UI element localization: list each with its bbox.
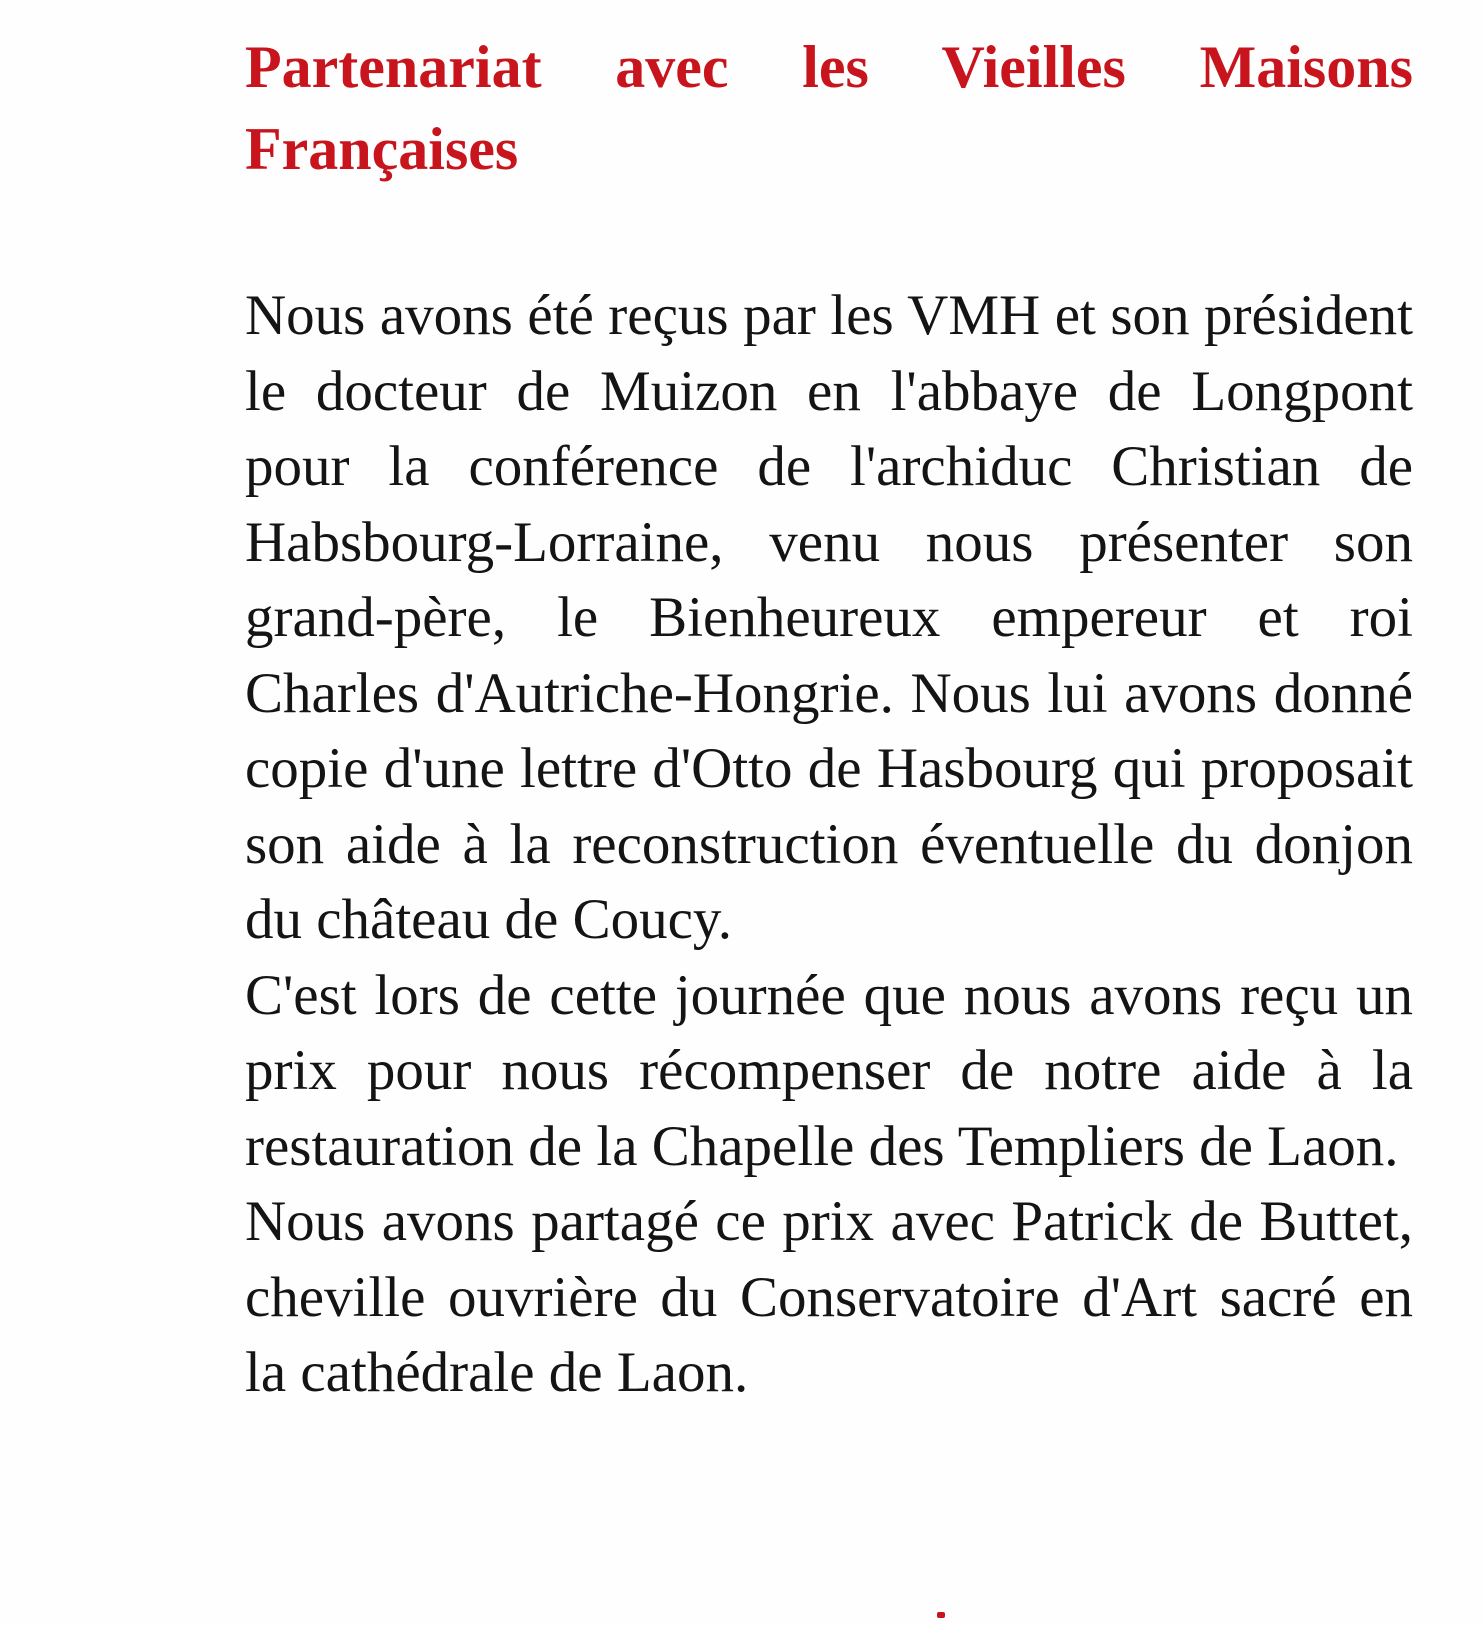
paragraph-conference: Nous avons été reçus par les VMH et son président le docteur de Muizon en l'abbaye de Longpont pour la conférence de l'archiduc Christian de Habsbourg-Lorraine, venu nous présenter son grand-père, le Bienheureux empereur et roi Charles d'Autriche-Hongrie. Nous lui avons donné copie d'une lettre d'Otto de Hasbourg qui proposait son aide à la reconstruction éventuelle du donjon du château de Coucy.	[245, 284, 1413, 951]
paragraph-shared-prize: Nous avons partagé ce prix avec Patrick de Buttet, cheville ouvrière du Conservatoire d'Art sacré en la cathédrale de Laon.	[245, 1190, 1413, 1404]
text-column	[245, 26, 1413, 1411]
document-title: Partenariat avec les Vieilles Maisons Françaises	[245, 34, 1413, 182]
body-text	[245, 278, 1413, 1411]
page-edge-mark	[937, 1612, 945, 1618]
paragraph-prize: C'est lors de cette journée que nous avons reçu un prix pour nous récompenser de notre aide à la restauration de la Chapelle des Templiers de Laon.	[245, 963, 1413, 1178]
